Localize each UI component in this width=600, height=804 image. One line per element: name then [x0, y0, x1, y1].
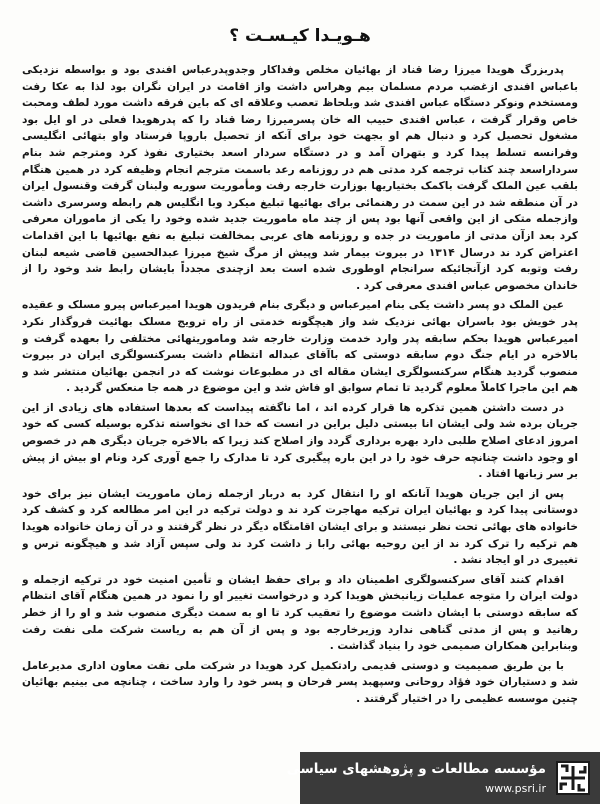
paragraph-6: با بن طریق صمیمیت و دوستی قدیمی رادتکمیل کرد هویدا در شرکت ملی نفت معاون اداری مدیرعامل شد و دستیاران خود فؤاد روحانی وسپهبد پسر فرحان و پسر خود را وارد ساخت ، چنانچه می بینیم بهائیان چنین موسسه عظیمی را در اختیار گرفتند . [22, 659, 578, 705]
paragraph-2: عین الملک دو پسر داشت یکی بنام امیرعباس و دیگری بنام فریدون هویدا امیرعباس پیرو مسلک و عقیده پدر خویش بود باسران بهائی نزدیک شد واز هیچگونه خدمتی از راه ترویج مسلک بهائیت فروگذار نکرد امیرعباس هویدا بحکم سابقه پدر وارد خدمت وزارت خارجه شد وماموریتهائی مختلفی را بعهده گرفت و بالاخره در ایام جنگ دوم سابقه دوستی که باآقای عبداله انتظام داشت بسرکنسولگری ایران در بیروت منصوب گردید هنگام سرکنسولگری ایشان مقاله ای در مطبوعات نوشت که در انجمن بهائیان منتشر شد و هم این ماجرا کاملاً معلوم گردید تا تمام سوابق او فاش شد و این موضوع در همه جا منعکس گردید . [22, 299, 578, 395]
document-title: هـویـدا کیـسـت ؟ [229, 26, 371, 46]
paragraph-1: پدربزرگ هویدا میرزا رضا قناد از بهائیان مخلص وفداکار وجدوپدرعباس افندی بود و بواسطه نزدیکی باعباس افندی ازغضب مردم مسلمان بیم وهراس داشت واز اقامت در ایران نگران بود لذا به عکا رفت ومستخدم ونوکر دستگاه عباس افندی شد وبلحاظ تعصب وعلاقه ای که باین فرقه داشت مورد لطف ومحبت خاص وقرار گرفت ، عباس افندی حبیب اله خان پسرمیرزا رضا قناد را که پدرهویدا فعلی در او ایل بود مشغول تحصیل کرد و دنبال هم او بجهت خود برای آنکه از تحصیل باروپا فرستاد واو بتهائی انگلیسی وفرانسه تسلط پیدا کرد و بتهران آمد و در دستگاه سردار اسعد بختیاری نفوذ کرد ومترجم شد بنام سرداراسعد چند کتاب ترجمه کرد مدتی هم در روزنامه رعد باسمت مترجم انجام وظیفه کرد در همین هنگام بلقب عین الملک گرفت باکمک بختیاریها بوزارت خارجه رفت ومأموریت سوریه ولبنان گرفت وقنسول ایران در آن منطقه شد در این سمت در رهنمائی برای بهائیها تبلیغ میکرد وبا انگلیس هم رابطه وسرسری داشت وازجمله متکی از این واقعی آنها بود پس از چند ماه ماموریت جدید شده وخود را یکی از ماموران معرفی کرد بعد ازآن مدتی از ماموریت در جده و روزنامه های عربی بمخالفت تبلیغ به نفع بهائیها با این اقدامات اعتراض کرد ند درسال ۱۳۱۴ در بیروت بیمار شد وپیش از مرگ شیخ میرزا عبدالحسین قاضی شیعه لبنان رفت وتوبه کرد ازآنجائیکه سرانجام اوطوری شده است بعد ازچندی مجدداً بایشان رابط شد وخود را از خاندان مخصوص عباس افندی معرفی کرد . [22, 64, 578, 292]
institute-watermark-band [286, 752, 600, 804]
paragraph-5: اقدام کنند آقای سرکنسولگری اطمینان داد و برای حفظ ایشان و تأمین امنیت خود در ترکیه ازجمله و دولت ایران را متوجه عملیات زیانبخش هویدا کرد و درخواست تغییر او را نمود در همین هنگام آقای انتظام که سابقه دوستی با ایشان داشت موضوع را تعقیب کرد تا او به سمت دیگری منصوب شد و او را از خطر رهانید و پس از مدتی گناهی ندارد وزیرخارجه بود و پس از آن هم به ریاست شرکت ملی نفت رفت وبنابراین همکاران صمیمی خود را بنیاد گذاشت . [22, 573, 578, 653]
paragraph-3: در دست داشتن همین تذکره ها قرار کرده اند ، اما ناگفته پیداست که بعدها استفاده های زیادی از این جریان برده شد ولی ایشان انا بیستی دلیل براین در انست که خدا ای نخواسته تذکره بوسیله کسی که خود امروز ادعای اصلاح طلبی دارد بهره برداری گردد واز اصلاح کند زیرا که بالاخره جریان دیگری هم در خصوص او وجود داشت چنانچه حرف خود را در این باره پیگیری کرد تا مدارک را جمع آوری کرد ونام او بیش از پیش بر سر زبانها افتاد . [22, 401, 578, 481]
institute-url[interactable]: www.psri.ir [485, 782, 546, 795]
paragraph-4: پس از این جریان هویدا آنانکه او را انتقال کرد به دربار ازجمله زمان ماموریت ایشان نیز برای خود دوستانی پیدا کرد و بهائیان ایران ترکیه مهاجرت کرد ند و دولت ترکیه در این امر مطالعه کرد و کشف کرد خانواده های بهائی تحت نظر نیستند و برای ایشان اقامتگاه دیگر در نظر گرفتند و در آن زمان خانواده هویدا هم ترکیه را ترک کرد ند از این روحیه بهائی رابا ز داشت کرد ند ولی سپس آزاد شد و هیچگونه ترس و تغییری در او ایجاد نشد . [22, 487, 578, 567]
institute-name: مؤسسه مطالعات و پژوهشهای سیاسی [286, 761, 546, 777]
document-body [22, 62, 578, 752]
psri-logo-icon [556, 761, 590, 795]
